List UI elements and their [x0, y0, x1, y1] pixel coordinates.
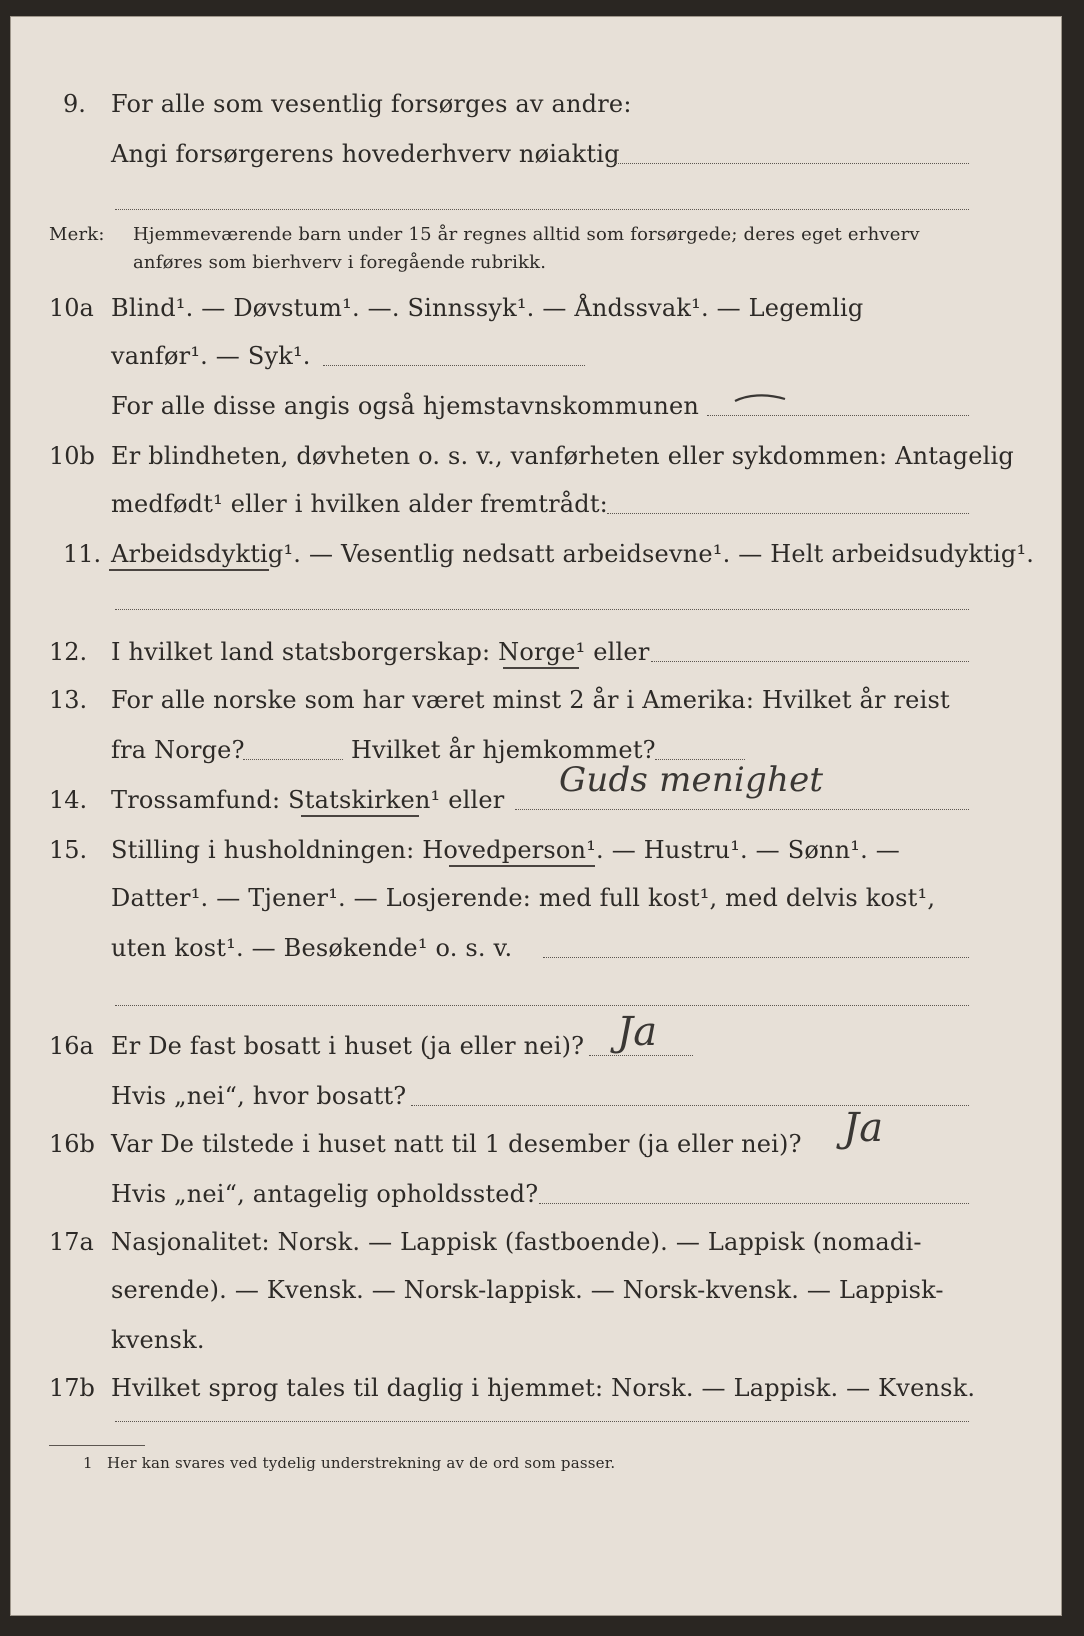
answer-line[interactable] [115, 609, 969, 610]
question-text: For alle som vesentlig forsørges av andre: [111, 90, 632, 118]
answer-line[interactable] [115, 1421, 969, 1422]
handwritten-answer: Guds menighet [559, 760, 824, 800]
question-text: I hvilket land statsborgerskap: Norge¹ eller [111, 638, 650, 666]
answer-line[interactable] [651, 661, 969, 662]
handwritten-answer: Ja [843, 1105, 884, 1151]
note-text: anføres som bierhverv i foregående rubrikk. [133, 252, 547, 273]
footnote-rule [49, 1445, 145, 1446]
question-text: For alle norske som har været minst 2 år i Amerika: Hvilket år reist [111, 686, 950, 714]
question-number: 12. [49, 638, 88, 666]
answer-line[interactable] [589, 1055, 693, 1056]
answer-line[interactable] [323, 365, 585, 366]
question-number: 17b [49, 1374, 95, 1402]
answer-line[interactable] [115, 1005, 969, 1006]
answer-line[interactable] [707, 415, 969, 416]
question-text: medfødt¹ eller i hvilken alder fremtrådt: [111, 490, 608, 518]
answer-line[interactable] [543, 957, 969, 958]
question-number: 11. [63, 540, 102, 568]
question-text: Arbeidsdyktig¹. — Vesentlig nedsatt arbeidsevne¹. — Helt arbeidsudyktig¹. [111, 540, 1035, 568]
question-text: fra Norge? [111, 736, 245, 764]
handwritten-underline [449, 865, 595, 867]
answer-line[interactable] [115, 209, 969, 210]
question-text: Er blindheten, døvheten o. s. v., vanførheten eller sykdommen: Antagelig [111, 442, 1014, 470]
question-text: Hvis „nei“, antagelig opholdssted? [111, 1180, 539, 1208]
handwritten-dash-mark [731, 389, 791, 409]
answer-line[interactable] [515, 809, 969, 810]
question-number: 16b [49, 1130, 95, 1158]
answer-line[interactable] [615, 163, 969, 164]
census-form-page [10, 16, 1062, 1616]
note-text: Hjemmeværende barn under 15 år regnes alltid som forsørgede; deres eget erhverv [133, 224, 920, 245]
question-text: Nasjonalitet: Norsk. — Lappisk (fastboende). — Lappisk (nomadi- [111, 1228, 922, 1256]
handwritten-underline [301, 815, 419, 817]
footnote-mark: 1 [83, 1454, 93, 1472]
handwritten-underline [503, 667, 579, 669]
question-text: serende). — Kvensk. — Norsk-lappisk. — Norsk-kvensk. — Lappisk- [111, 1276, 944, 1304]
answer-line[interactable] [607, 513, 969, 514]
footnote-text: Her kan svares ved tydelig understrekning av de ord som passer. [107, 1454, 616, 1472]
question-text: Angi forsørgerens hovederhverv nøiaktig [111, 140, 620, 168]
answer-line[interactable] [539, 1203, 969, 1204]
answer-line[interactable] [243, 759, 343, 760]
handwritten-answer: Ja [617, 1009, 658, 1055]
question-text: For alle disse angis også hjemstavnskommunen [111, 392, 700, 420]
question-text: Hvis „nei“, hvor bosatt? [111, 1082, 407, 1110]
question-text: uten kost¹. — Besøkende¹ o. s. v. [111, 934, 513, 962]
question-number: 17a [49, 1228, 94, 1256]
question-text: Trossamfund: Statskirken¹ eller [111, 786, 505, 814]
question-number: 14. [49, 786, 88, 814]
handwritten-underline [109, 569, 269, 571]
question-text: vanfør¹. — Syk¹. [111, 342, 311, 370]
question-text: Blind¹. — Døvstum¹. —. Sinnssyk¹. — Åndssvak¹. — Legemlig [111, 294, 864, 322]
question-text: Stilling i husholdningen: Hovedperson¹. — Hustru¹. — Sønn¹. — [111, 836, 900, 864]
question-text: kvensk. [111, 1326, 205, 1354]
question-text: Datter¹. — Tjener¹. — Losjerende: med full kost¹, med delvis kost¹, [111, 884, 936, 912]
question-text: Hvilket sprog tales til daglig i hjemmet: Norsk. — Lappisk. — Kvensk. [111, 1374, 976, 1402]
question-number: 15. [49, 836, 88, 864]
question-number: 9. [63, 90, 86, 118]
question-number: 10b [49, 442, 95, 470]
answer-line[interactable] [411, 1105, 969, 1106]
question-number: 13. [49, 686, 88, 714]
question-text: Var De tilstede i huset natt til 1 desember (ja eller nei)? [111, 1130, 802, 1158]
question-text: Er De fast bosatt i huset (ja eller nei)? [111, 1032, 585, 1060]
note-label: Merk: [49, 224, 105, 245]
question-text: Hvilket år hjemkommet? [351, 736, 656, 764]
question-number: 16a [49, 1032, 94, 1060]
question-number: 10a [49, 294, 94, 322]
